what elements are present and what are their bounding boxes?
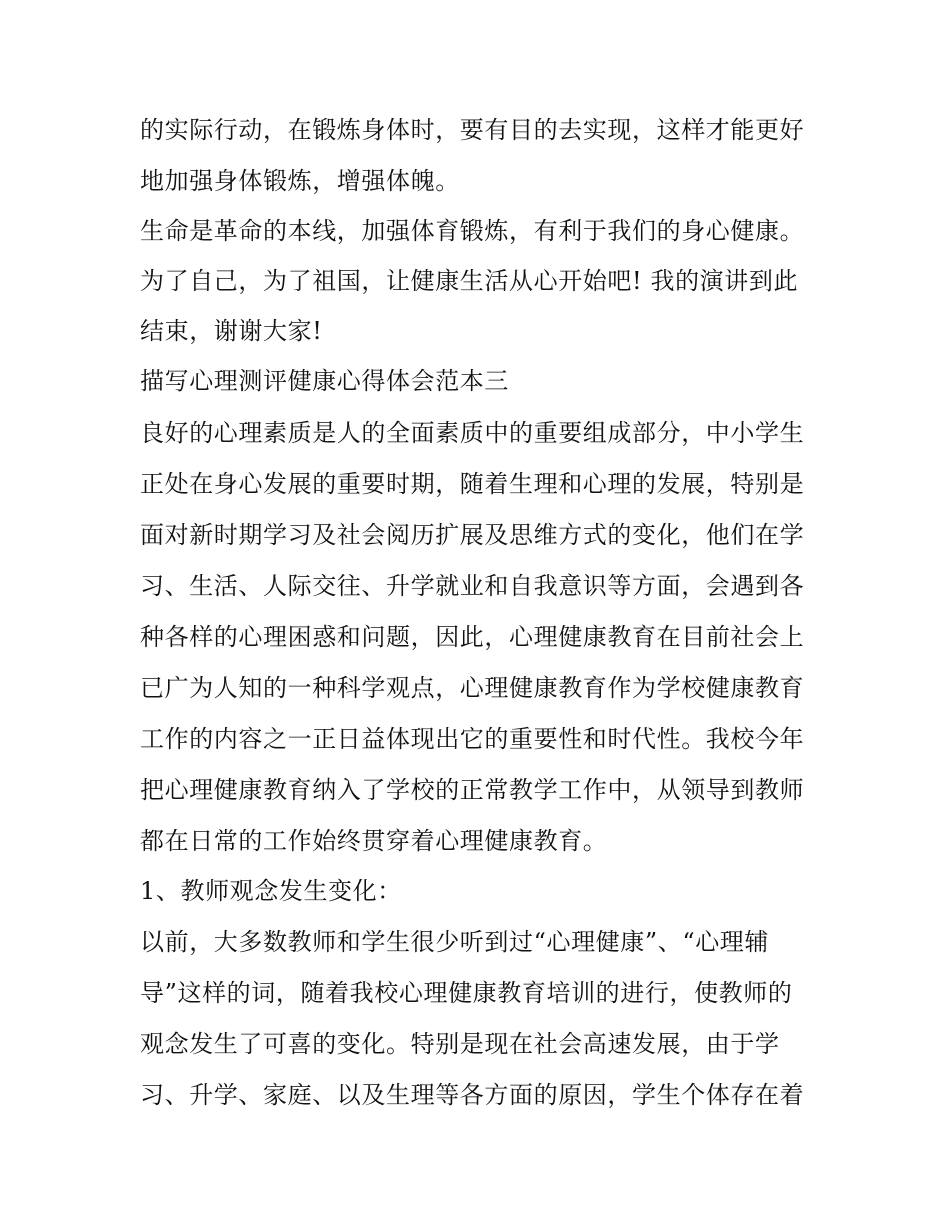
numbered-heading: 1、教师观念发生变化： — [140, 877, 402, 905]
text-line: 正处在身心发展的重要时期，随着生理和心理的发展，特别是 — [140, 470, 805, 498]
text-line: 种各样的心理困惑和问题，因此，心理健康教育在目前社会上 — [140, 623, 805, 651]
text-line: 地加强身体锻炼，增强体魄。 — [140, 167, 460, 195]
text-line: 都在日常的工作始终贯穿着心理健康教育。 — [140, 827, 608, 855]
section-heading: 描写心理测评健康心得体会范本三 — [140, 367, 509, 395]
text-line: 观念发生了可喜的变化。特别是现在社会高速发展，由于学 — [140, 1030, 780, 1058]
text-line: 习、升学、家庭、以及生理等各方面的原因，学生个体存在着 — [140, 1081, 805, 1109]
text-line: 导”这样的词，随着我校心理健康教育培训的进行，使教师的 — [140, 979, 793, 1007]
text-line: 以前，大多数教师和学生很少听到过“心理健康”、“心理辅 — [140, 928, 770, 956]
text-line: 已广为人知的一种科学观点，心理健康教育作为学校健康教育 — [140, 674, 805, 702]
text-line: 的实际行动，在锻炼身体时，要有目的去实现，这样才能更好 — [140, 116, 805, 144]
text-line: 生命是革命的本线，加强体育锻炼，有利于我们的身心健康。 — [140, 217, 805, 245]
text-line: 工作的内容之一正日益体现出它的重要性和时代性。我校今年 — [140, 725, 805, 753]
text-line: 习、生活、人际交往、升学就业和自我意识等方面，会遇到各 — [140, 572, 805, 600]
text-line: 结束，谢谢大家! — [140, 317, 323, 345]
text-line: 把心理健康教育纳入了学校的正常教学工作中，从领导到教师 — [140, 776, 805, 804]
text-line: 良好的心理素质是人的全面素质中的重要组成部分，中小学生 — [140, 419, 805, 447]
text-line: 面对新时期学习及社会阅历扩展及思维方式的变化，他们在学 — [140, 521, 805, 549]
text-line: 为了自己，为了祖国，让健康生活从心开始吧! 我的演讲到此 — [140, 267, 799, 295]
